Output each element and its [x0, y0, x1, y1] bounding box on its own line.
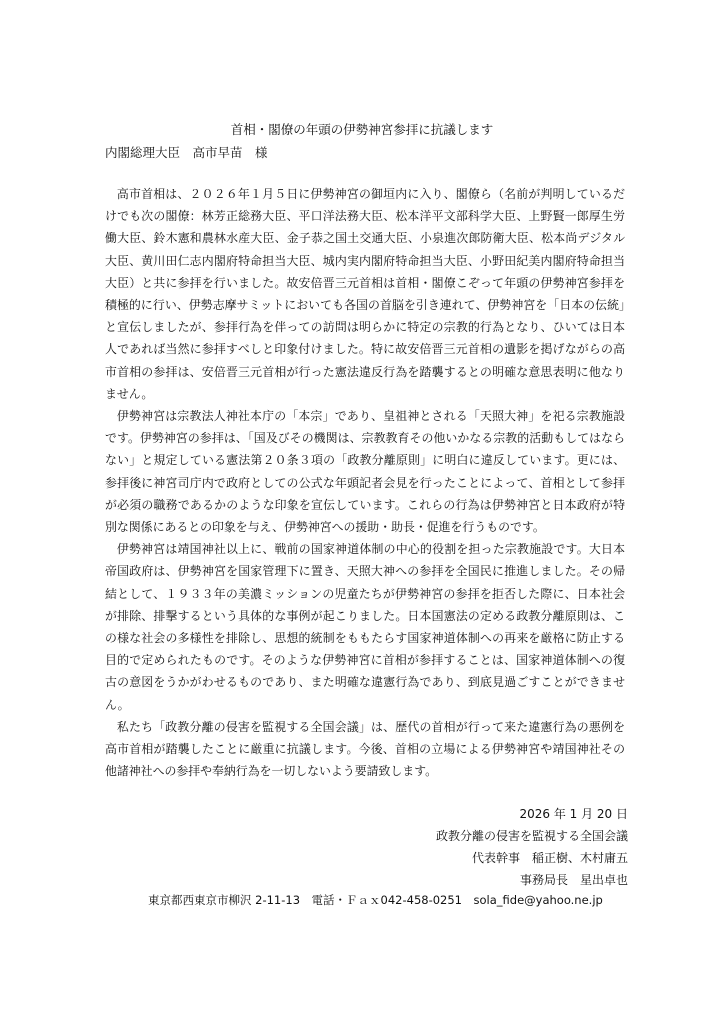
- signature-block: [436, 803, 628, 891]
- addressee: 内閣総理大臣 高市早苗 様: [105, 145, 268, 160]
- letter-body: [105, 183, 625, 782]
- paragraph-2: 伊勢神宮は宗教法人神社本庁の「本宗」であり、皇祖神とされる「天照大神」を祀る宗教施設です。伊勢神宮の参拝は、「国及びその機関は、宗教教育その他いかなる宗教的活動もしてはならない」と規定している憲法第２０条３項の「政教分離原則」に明白に違反しています。更には、参拝後に神宮司庁内で政府としての公式な年頭記者会見を行ったことによって、首相として参拝が必須の職務であるかのような印象を宣伝しています。これらの行為は伊勢神宮と日本政府が特別な関係にあるとの印象を与え、伊勢神宮への援助・助長・促進を行うものです。: [105, 409, 625, 535]
- document-title: 首相・閣僚の年頭の伊勢神宮参拝に抗議します: [230, 122, 494, 137]
- contact-line: 東京都西東京市柳沢 2-11-13 電話・Ｆａｘ042-458-0251 sola_fide@yahoo.ne.jp: [148, 893, 603, 907]
- organization-name: 政教分離の侵害を監視する全国会議: [435, 829, 628, 843]
- letter-date: 2026 年 1 月 20 日: [519, 807, 628, 821]
- paragraph-1: 高市首相は、２０２６年１月５日に伊勢神宮の御垣内に入り、閣僚ら（名前が判明しているだけでも次の閣僚：林芳正総務大臣、平口洋法務大臣、松本洋平文部科学大臣、上野賢一郎厚生労働大臣、鈴木憲和農林水産大臣、金子恭之国土交通大臣、小泉進次郎防衛大臣、松本尚デジタル大臣、黄川田仁志内閣府特命担当大臣、城内実内閣府特命担当大臣、小野田紀美内閣府特命担当大臣）と共に参拝を行いました。故安倍晋三元首相は首相・閣僚こぞって年頭の伊勢神宮参拝を積極的に行い、伊勢志摩サミットにおいても各国の首脳を引き連れて、伊勢神宮を「日本の伝統」と宣伝しましたが、参拝行為を伴っての訪問は明らかに特定の宗教的行為となり、ひいては日本人であれば当然に参拝すべしと印象付けました。特に故安倍晋三元首相の遺影を掲げながらの高市首相の参拝は、安倍晋三元首相が行った憲法違反行為を踏襲するとの明確な意思表明に他なりません。: [105, 187, 625, 401]
- representative-line: 代表幹事 稲正樹、木村庸五: [471, 851, 628, 865]
- secretary-line: 事務局長 星出卓也: [519, 873, 628, 887]
- paragraph-3: 伊勢神宮は靖国神社以上に、戦前の国家神道体制の中心的役割を担った宗教施設です。大日本帝国政府は、伊勢神宮を国家管理下に置き、天照大神への参拝を全国民に推進しました。その帰結として、１９３３年の美濃ミッションの児童たちが伊勢神宮の参拝を拒否した際に、日本社会が排除、排撃するという具体的な事例が起こりました。日本国憲法の定める政教分離原則は、この様な社会の多様性を排除し、思想的統制をももたらす国家神道体制への再来を厳格に防止する目的で定められたものです。そのような伊勢神宮に首相が参拝することは、国家神道体制への復古の意図をうかがわせるものであり、また明確な違憲行為であり、到底見過ごすことができません。: [105, 542, 625, 712]
- paragraph-4: 私たち「政教分離の侵害を監視する全国会議」は、歴代の首相が行って来た違憲行為の悪例を高市首相が踏襲したことに厳重に抗議します。今後、首相の立場による伊勢神宮や靖国神社その他諸神社への参拝や奉納行為を一切しないよう要請致します。: [105, 719, 625, 779]
